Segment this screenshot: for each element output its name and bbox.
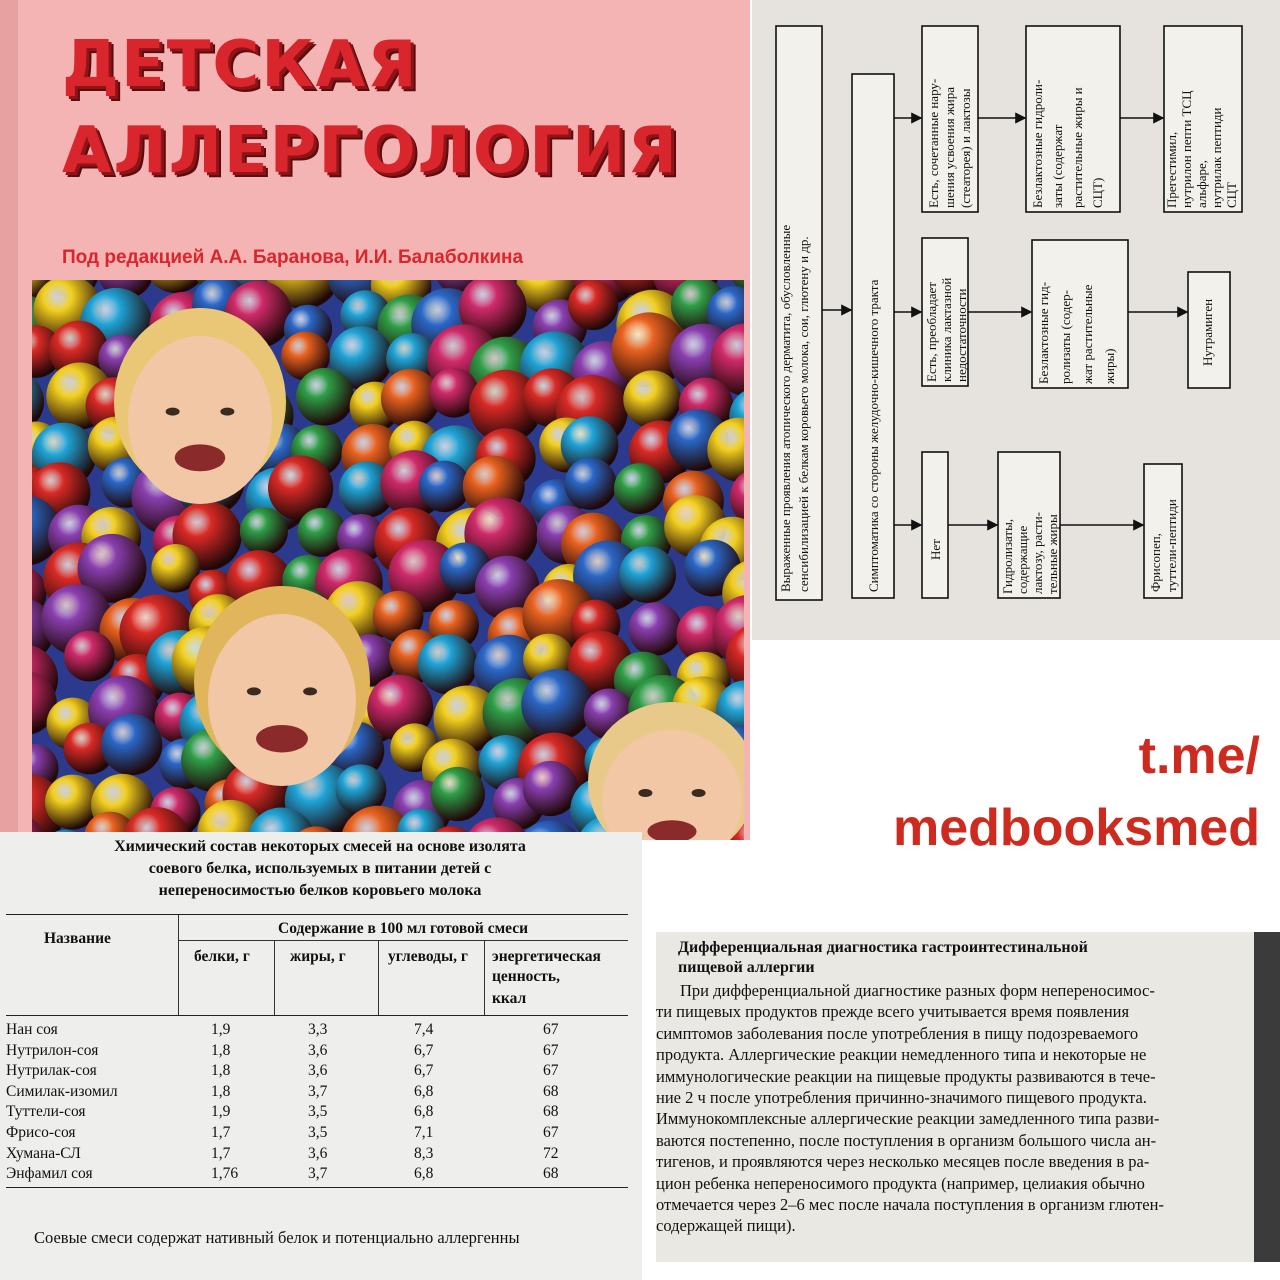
header-protein: белки, г	[194, 948, 250, 965]
table-row	[6, 1144, 628, 1165]
channel-link-line-2: medbooksmed	[893, 799, 1260, 857]
flow-lactose-free-mct-4: СЦТ)	[1090, 177, 1105, 208]
flow-pregestimil-1: Прегестимил,	[1164, 131, 1179, 208]
cell-name: Нутрилон-соя	[6, 1041, 99, 1059]
book-cover	[0, 0, 750, 840]
table-body	[6, 1016, 628, 1187]
cell-fat: 3,7	[308, 1082, 328, 1100]
header-energy-2: ценность,	[492, 968, 560, 985]
flow-lactose-free-1: Безлактозные гид-	[1036, 281, 1051, 384]
header-name: Название	[44, 930, 111, 947]
cell-carbs: 7,1	[414, 1123, 434, 1141]
header-energy-3: ккал	[492, 990, 527, 1007]
table-caption-line-2: соевого белка, используемых в питании детей с	[148, 860, 492, 877]
cell-energy: 68	[543, 1103, 559, 1121]
cell-protein: 1,76	[211, 1165, 239, 1183]
flow-nutramigen: Нутрамиген	[1200, 298, 1215, 366]
flow-lactose-free-mct-1: Безлактозные гидроли-	[1030, 79, 1045, 208]
flow-fat-lactose-2: шения усвоения жира	[942, 86, 957, 208]
flow-lactase-1: Есть, преобладает	[924, 282, 939, 382]
cell-energy: 68	[543, 1082, 559, 1100]
cell-name: Симилак-изомил	[6, 1082, 118, 1100]
diagnostics-text-page	[656, 932, 1280, 1262]
flowchart-page	[752, 0, 1280, 640]
flow-pregestimil-3: альфаре,	[1194, 159, 1209, 208]
cell-energy: 72	[543, 1144, 559, 1162]
table-footer-note: Соевые смеси содержат нативный белок и потенциально аллергенны	[34, 1228, 520, 1247]
header-carbs: углеводы, г	[388, 948, 468, 965]
cell-protein: 1,9	[211, 1103, 231, 1121]
cover-title	[62, 22, 679, 194]
paragraph-line: цион ребенка непереносимого продукта (например, целиакия обычно	[656, 1173, 1145, 1193]
cover-title-line-1: ДЕТСКАЯ	[62, 28, 419, 102]
cell-protein: 1,7	[211, 1144, 231, 1162]
flow-lactose-free-mct-3: растительные жиры и	[1070, 87, 1085, 208]
flow-hydro-lactose-1: Гидролизаты,	[1000, 518, 1015, 594]
paragraph-line: ние 2 ч после употребления причинно-значимого пищевого продукта.	[656, 1088, 1147, 1108]
cell-energy: 67	[543, 1021, 559, 1038]
paragraph-line: отмечается через 2–6 мес после начала поступления в организм глютен-	[656, 1195, 1164, 1215]
cell-name: Нутрилак-соя	[6, 1062, 97, 1080]
header-content-group: Содержание в 100 мл готовой смеси	[278, 920, 529, 937]
flow-root-line-1: Выраженные проявления атопического дерматита, обусловленные	[778, 224, 793, 592]
cell-protein: 1,8	[211, 1062, 231, 1080]
table-row	[6, 1123, 628, 1144]
flow-no: Нет	[928, 539, 943, 560]
cover-photo-ball-pit	[32, 280, 744, 840]
cell-energy: 67	[543, 1041, 559, 1059]
cell-carbs: 7,4	[414, 1021, 434, 1038]
cell-name: Хумана-СЛ	[6, 1144, 81, 1162]
flowchart	[752, 0, 1280, 640]
cell-fat: 3,3	[308, 1021, 328, 1038]
cell-carbs: 6,7	[414, 1041, 434, 1059]
cell-name: Энфамил соя	[6, 1165, 93, 1183]
composition-table	[6, 914, 628, 1188]
page-edge-shadow	[1254, 932, 1280, 1262]
flow-lactase-2: клиника лактазной	[939, 277, 954, 382]
cell-carbs: 6,8	[414, 1165, 434, 1183]
cell-carbs: 8,3	[414, 1144, 434, 1162]
flow-lactose-free-mct-2: заты (содержат	[1050, 124, 1065, 208]
flow-frisopep-1: Фрисопеп,	[1148, 533, 1163, 592]
cell-protein: 1,8	[211, 1041, 231, 1059]
paragraph-line: продукта. Аллергические реакции немедленного типа и некоторые не	[656, 1045, 1147, 1065]
flow-lactase-3: недостаточности	[954, 288, 969, 382]
cell-fat: 3,5	[308, 1103, 328, 1121]
table-row	[6, 1061, 628, 1082]
cover-editors: Под редакцией А.А. Баранова, И.И. Балаболкина	[62, 247, 524, 268]
diagnostics-heading	[678, 938, 1088, 978]
flow-fat-lactose-3: (стеаторея) и лактозы	[958, 88, 973, 208]
table-caption-line-1: Химический состав некоторых смесей на основе изолята	[114, 838, 526, 855]
table-caption	[60, 836, 580, 902]
flow-lactose-free-3: жат растительные	[1080, 284, 1095, 384]
paragraph-line: симптомов заболевания после употребления в пищу подозреваемого	[656, 1023, 1139, 1043]
channel-link[interactable]	[760, 720, 1260, 864]
flow-hydro-lactose-2: содержащие	[1015, 525, 1030, 594]
cell-fat: 3,6	[308, 1041, 328, 1059]
cell-energy: 67	[543, 1123, 559, 1141]
flow-fat-lactose-1: Есть, сочетанные нару-	[926, 78, 941, 208]
composition-table-page	[0, 832, 642, 1280]
flow-root-line-2: сенсибилизацией к белкам коровьего молока, сои, глютену и др.	[796, 236, 811, 592]
cover-title-line-2: АЛЛЕРГОЛОГИЯ	[62, 114, 679, 188]
paragraph-line: иммунологические реакции на пищевые продукты развиваются в тече-	[656, 1066, 1156, 1086]
diagnostics-heading-line-1: Дифференциальная диагностика гастроинтестинальной	[678, 939, 1088, 956]
cell-carbs: 6,7	[414, 1062, 434, 1080]
cell-protein: 1,8	[211, 1082, 231, 1100]
paragraph-line: При дифференциальной диагностике разных форм непереносимос-	[680, 981, 1155, 1000]
flow-pregestimil-4: нутрилак пептиди	[1209, 107, 1224, 208]
header-fat: жиры, г	[290, 948, 346, 965]
table-caption-line-3: непереносимостью белков коровьего молока	[158, 882, 482, 899]
cell-name: Нан соя	[6, 1021, 58, 1038]
paragraph-line: Иммунокомплексные аллергические реакции замедленного типа разви-	[656, 1109, 1160, 1129]
cell-fat: 3,6	[308, 1144, 328, 1162]
diagnostics-paragraph	[656, 980, 1256, 1237]
table-header	[6, 915, 628, 1016]
cell-name: Фрисо-соя	[6, 1123, 76, 1141]
table-row	[6, 1082, 628, 1103]
table-row	[6, 1020, 628, 1041]
flow-gi-symptoms: Симптоматика со стороны желудочно-кишечного тракта	[866, 279, 881, 592]
flow-lactose-free-2: ролизаты (содер-	[1058, 290, 1073, 384]
paragraph-line: ти пищевых продуктов прежде всего учитывается время появления	[656, 1002, 1130, 1022]
cell-energy: 68	[543, 1165, 559, 1183]
header-energy-1: энергетическая	[492, 948, 601, 965]
paragraph-line: ваются постепенно, после поступления в организм большого числа ан-	[656, 1130, 1157, 1150]
table-row	[6, 1041, 628, 1062]
table-row	[6, 1164, 628, 1185]
paragraph-line: тигенов, и проявляются через несколько месяцев после введения в ра-	[656, 1152, 1150, 1172]
flow-lactose-free-4: жиры)	[1102, 348, 1117, 384]
cover-spine-edge	[0, 0, 18, 840]
cell-protein: 1,9	[211, 1021, 231, 1038]
cell-protein: 1,7	[211, 1123, 231, 1141]
cell-carbs: 6,8	[414, 1082, 434, 1100]
flow-pregestimil-5: СЦТ	[1224, 182, 1239, 208]
cell-name: Туттели-соя	[6, 1103, 86, 1121]
cell-fat: 3,7	[308, 1165, 328, 1183]
table-row	[6, 1102, 628, 1123]
cell-fat: 3,6	[308, 1062, 328, 1080]
cell-carbs: 6,8	[414, 1103, 434, 1121]
channel-link-line-1: t.me/	[1138, 727, 1260, 785]
cell-fat: 3,5	[308, 1123, 328, 1141]
cell-energy: 67	[543, 1062, 559, 1080]
paragraph-line: содержащей пищи).	[656, 1216, 796, 1236]
flow-frisopep-2: туттели-пептиди	[1164, 499, 1179, 592]
flow-pregestimil-2: нутрилон пепти ТСЦ	[1179, 90, 1194, 208]
flow-hydro-lactose-4: тельные жиры	[1045, 514, 1060, 594]
flow-hydro-lactose-3: лактозу, расти-	[1030, 512, 1045, 594]
diagnostics-heading-line-2: пищевой аллергии	[678, 959, 815, 976]
